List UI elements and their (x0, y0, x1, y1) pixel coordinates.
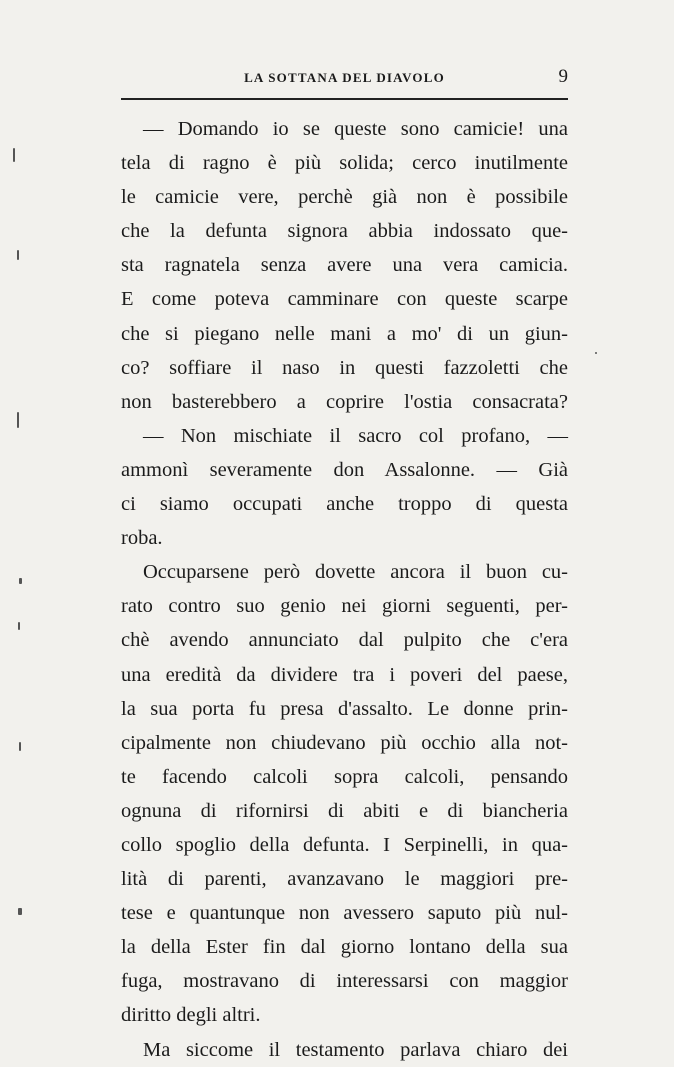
text-line: diritto degli altri. (121, 1004, 261, 1027)
text-line: Ma siccome il testamento parlava chiaro dei (143, 1038, 568, 1061)
text-line: cipalmente non chiudevano più occhio alla not- (121, 731, 568, 754)
text-line: che la defunta signora abbia indossato que- (121, 220, 568, 243)
running-title: LA SOTTANA DEL DIAVOLO (244, 70, 445, 85)
text-line: chè avendo annunciato dal pulpito che c'era (121, 629, 568, 652)
text-line: fuga, mostravano di interessarsi con maggior (121, 970, 568, 993)
text-line: non basterebbero a coprire l'ostia consacrata? (121, 390, 568, 413)
text-line: ognuna di rifornirsi di abiti e di biancheria (121, 799, 568, 822)
text-line: una eredità da dividere tra i poveri del paese, (121, 663, 568, 686)
margin-mark (18, 622, 20, 630)
margin-mark (17, 250, 19, 260)
margin-mark (17, 412, 19, 428)
text-line: te facendo calcoli sopra calcoli, pensando (121, 765, 568, 788)
text-line: ci siamo occupati anche troppo di questa (121, 493, 568, 516)
text-line: co? soffiare il naso in questi fazzoletti che (121, 356, 568, 379)
margin-mark (595, 352, 597, 354)
margin-mark (13, 148, 15, 162)
page-number: 9 (558, 66, 568, 87)
text-line: che si piegano nelle mani a mo' di un giun- (121, 322, 568, 345)
text-line: — Domando io se queste sono camicie! una (143, 118, 568, 140)
page-header (121, 68, 568, 90)
text-line: tela di ragno è più solida; cerco inutilmente (121, 152, 568, 175)
text-line: la sua porta fu presa d'assalto. Le donne prin- (121, 697, 568, 720)
text-line: Occuparsene però dovette ancora il buon cu- (143, 561, 568, 584)
text-line: sta ragnatela senza avere una vera camicia. (121, 254, 568, 277)
text-line: lità di parenti, avanzavano le maggiori pre- (121, 868, 568, 891)
text-line: le camicie vere, perchè già non è possibile (121, 186, 568, 209)
text-line: tese e quantunque non avessero saputo più nul- (121, 902, 568, 925)
margin-mark (19, 742, 21, 751)
text-line: ammonì severamente don Assalonne. — Già (121, 458, 568, 481)
header-rule (121, 98, 568, 100)
text-line: la della Ester fin dal giorno lontano della sua (121, 936, 568, 959)
text-line: collo spoglio della defunta. I Serpinelli, in qua- (121, 833, 568, 856)
margin-mark (18, 908, 22, 915)
text-line: E come poteva camminare con queste scarpe (121, 288, 568, 311)
text-line: — Non mischiate il sacro col profano, — (143, 424, 568, 447)
text-line: rato contro suo genio nei giorni seguenti, per- (121, 595, 568, 618)
text-line: roba. (121, 527, 163, 550)
body-text (121, 112, 568, 1067)
margin-mark (19, 578, 22, 584)
